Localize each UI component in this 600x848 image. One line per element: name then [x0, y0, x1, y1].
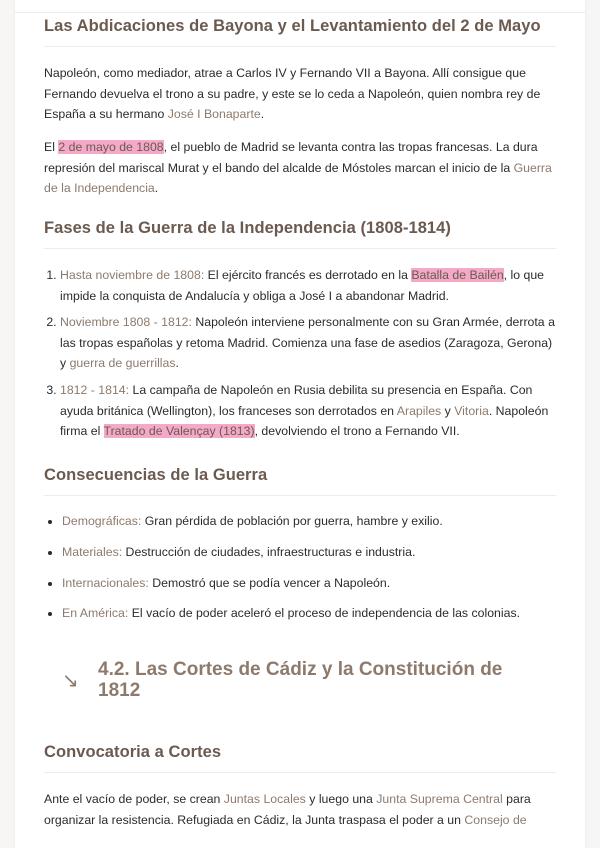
list-item	[62, 573, 556, 594]
text: , lo que impide la conquista de Andalucía y obliga a José I a abandonar Madrid.	[60, 268, 544, 303]
list-item	[60, 265, 556, 306]
phase-label[interactable]: 1812 - 1814:	[60, 382, 130, 397]
text: para organizar la resistencia. Refugiada en Cádiz, la Junta traspasa el poder a un	[44, 792, 531, 827]
text: El ejército francés es derrotado en la	[204, 268, 412, 282]
highlight-valencay: Tratado de Valençay (1813)	[103, 424, 255, 439]
text: Gran pérdida de población por guerra, hambre y exilio.	[141, 514, 443, 528]
list-item	[60, 380, 556, 442]
arrow-down-right-icon: ↘	[62, 670, 79, 692]
text: .	[175, 356, 179, 371]
list-item	[60, 312, 556, 374]
text: . Napoleón firma el	[60, 403, 549, 439]
text: La campaña de Napoleón en Rusia debilita su presencia en España. Con ayuda británica (Wellington), los franceses son derrotados en	[60, 382, 533, 418]
top-divider	[15, 12, 585, 13]
heading-bayona: Las Abdicaciones de Bayona y el Levantamiento del 2 de Mayo	[44, 17, 556, 47]
text: y luego una	[305, 792, 377, 806]
link-guerra-independencia[interactable]: Guerra de la Independencia	[44, 160, 552, 196]
consequence-label[interactable]: Internacionales:	[62, 575, 149, 590]
link-jose-bonaparte[interactable]: José I Bonaparte	[167, 107, 261, 122]
list-item	[62, 542, 556, 563]
link-consejo[interactable]: Consejo de	[464, 812, 527, 827]
link-guerrillas[interactable]: guerra de guerrillas	[69, 356, 176, 371]
highlight-2-mayo: 2 de mayo de 1808	[58, 140, 164, 154]
paragraph-bayona-1	[44, 63, 556, 125]
link-arapiles[interactable]: Arapiles	[396, 403, 442, 418]
heading-consecuencias: Consecuencias de la Guerra	[44, 466, 556, 496]
heading-convocatoria: Convocatoria a Cortes	[44, 743, 556, 773]
text: .	[154, 181, 159, 196]
consequence-label[interactable]: Demográficas:	[62, 514, 142, 528]
phase-label[interactable]: Hasta noviembre de 1808:	[60, 268, 205, 282]
list-item	[62, 511, 556, 532]
text: Destrucción de ciudades, infraestructuras e industria.	[122, 544, 416, 559]
link-junta-suprema[interactable]: Junta Suprema Central	[376, 792, 503, 806]
consequences-list	[44, 511, 556, 634]
paragraph-convocatoria	[44, 789, 556, 830]
text: , el pueblo de Madrid se levanta contra las tropas francesas. La dura represión del mariscal Murat y el bando del alcalde de Móstoles marcan el inicio de la	[44, 140, 538, 175]
text: , devolviendo el trono a Fernando VII.	[254, 424, 460, 439]
consequence-label[interactable]: Materiales:	[62, 544, 123, 559]
heading-fases: Fases de la Guerra de la Independencia (1808-1814)	[44, 219, 556, 249]
text: Napoleón, como mediador, atrae a Carlos IV y Fernando VII a Bayona. Allí consigue que Fernando devuelva el trono a su padre, y este se lo ceda a Napoleón, quien nombra rey de España a su hermano	[44, 66, 541, 122]
text: .	[260, 107, 265, 122]
text: y	[441, 403, 455, 418]
text: Ante el vacío de poder, se crean	[44, 792, 224, 806]
text: Demostró que se podía vencer a Napoleón.	[148, 575, 391, 590]
phase-label[interactable]: Noviembre 1808 - 1812:	[60, 315, 192, 330]
consequence-label[interactable]: En América:	[62, 606, 129, 621]
link-vitoria[interactable]: Vitoria	[454, 403, 489, 418]
highlight-bailen: Batalla de Bailén	[411, 268, 504, 282]
link-juntas-locales[interactable]: Juntas Locales	[223, 792, 306, 806]
paragraph-bayona-2	[44, 137, 556, 199]
phases-list	[44, 265, 556, 448]
text: Napoleón interviene personalmente con su Gran Armée, derrota a las tropas españolas y retoma Madrid. Comienza una fase de asedios (Zaragoza, Gerona) y	[60, 315, 555, 371]
list-item	[62, 603, 556, 624]
text: El vacío de poder aceleró el proceso de independencia de las colonias.	[128, 606, 521, 621]
subchapter-title: 4.2. Las Cortes de Cádiz y la Constitución de 1812	[98, 659, 503, 701]
text: El	[44, 140, 59, 154]
